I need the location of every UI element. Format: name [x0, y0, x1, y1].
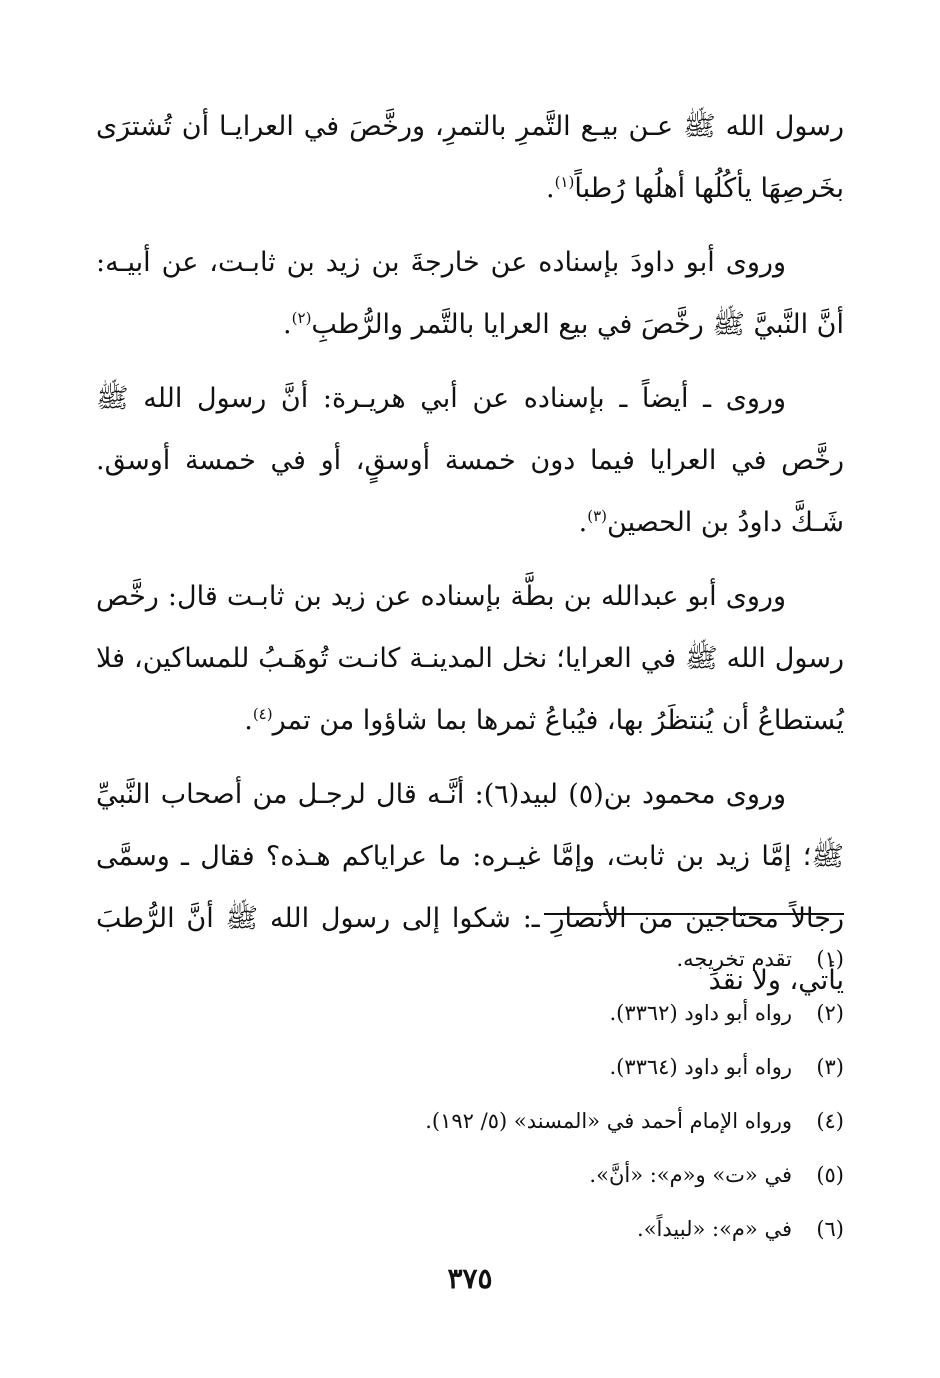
footnote-text: ورواه الإمام أحمد في «المسند» (٥/ ١٩٢).: [425, 1109, 792, 1133]
paragraph-text: وروى أبو داودَ بإسناده عن خارجةَ بن زيد بن ثابـت، عن أبيـه: أنَّ النَّبيَّ ﷺ رخَّصَ في بيع العرايا بالتَّمر والرُّطبِ: [96, 247, 844, 340]
footnote-reference: (٢): [291, 309, 312, 327]
page-number: ٣٧٥: [447, 1262, 493, 1295]
footnote-text: في «ت» و«م»: «أنَّ».: [589, 1163, 792, 1187]
paragraph-text: وروى محمود بن(٥) لبيد(٦): أنَّـه قال لرجـل من أصحاب النَّبيِّ ﷺ؛ إمَّا زيد بن ثابت، وإمَّا غيـره: ما عراياكم هـذه؟ فقال ـ وسمَّى رجالاً محتاجين من الأنصارِ ـ: شكوا إلى رسول الله ﷺ أنَّ الرُّطبَ يأتي، ولا نقدَ: [96, 779, 844, 996]
footnote-item: [96, 1040, 844, 1094]
footnote-reference: (٤): [252, 705, 273, 723]
footnote-reference: (٣): [587, 507, 608, 525]
footnote-item: [96, 1148, 844, 1202]
footnotes: [96, 932, 844, 1256]
paragraph-end: .: [244, 705, 253, 736]
footnote-text: تقدم تخريجه.: [676, 947, 792, 971]
footnote-reference: (١): [554, 173, 575, 191]
paragraph: [96, 566, 844, 752]
footnote-item: [96, 1202, 844, 1256]
footnote-number: (١): [816, 947, 844, 971]
footnote-number: (٦): [816, 1217, 844, 1241]
paragraph: [96, 232, 844, 356]
footnote-number: (٣): [816, 1055, 844, 1079]
footnote-number: (٥): [816, 1163, 844, 1187]
footnote-item: [96, 932, 844, 986]
paragraph-text: رسول الله ﷺ عـن بيـع التَّمرِ بالتمرِ، ورخَّصَ في العرايـا أن تُشترَى بخَرصِهَا يأكُلُها أهلُها رُطباً: [96, 111, 844, 204]
footnote-item: [96, 986, 844, 1040]
footnote-item: [96, 1094, 844, 1148]
paragraph: [96, 96, 844, 220]
paragraph-end: .: [545, 173, 555, 204]
footnote-text: رواه أبو داود (٣٣٦٢).: [609, 1001, 792, 1025]
footnote-text: رواه أبو داود (٣٣٦٤).: [609, 1055, 792, 1079]
paragraph-end: .: [283, 309, 292, 340]
footnote-number: (٤): [816, 1109, 844, 1133]
footnote-number: (٢): [816, 1001, 844, 1025]
main-text: [96, 96, 844, 1024]
footnote-separator: [544, 913, 844, 915]
paragraph-text: وروى ـ أيضاً ـ بإسناده عن أبي هريـرة: أنَّ رسول الله ﷺ رخَّص في العرايا فيما دون خمسة أوسقٍ، أو في خمسة أوسق. شَـكَّ داودُ بن الحصين: [96, 383, 844, 538]
paragraph-text: وروى أبو عبدالله بن بطَّة بإسناده عن زيد بن ثابـت قال: رخَّص رسول الله ﷺ في العرايا؛ نخل المدينـة كانـت تُوهَـبُ للمساكين، فلا يُستطاعُ أن يُنتظَرُ بها، فيُباعُ ثمرها بما شاؤوا من تمر: [96, 581, 844, 736]
paragraph: [96, 368, 844, 554]
footnote-text: في «م»: «لبيداً».: [637, 1217, 792, 1241]
paragraph-end: .: [578, 507, 588, 538]
